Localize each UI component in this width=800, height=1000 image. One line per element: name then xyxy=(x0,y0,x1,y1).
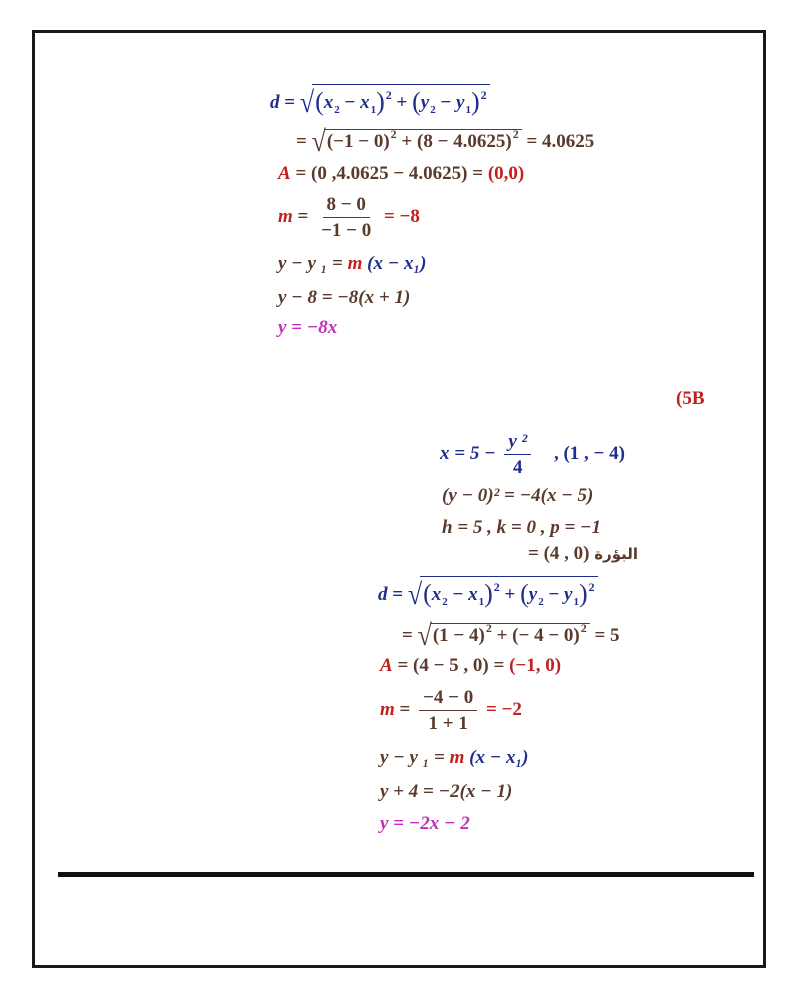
s2-substitution: y + 4 = −2(x − 1) xyxy=(380,781,513,802)
section-label-5B: (5B xyxy=(676,388,705,409)
s2-distance-formula: $d = √(x_2 - x_1)^2 + (y_2 - y_1)^2$ xyxy=(378,576,598,605)
s1-slope: m = $\frac{8 - 0}{-1 - 0}$ = −8 xyxy=(278,194,420,241)
s1-substitution: y − 8 = −8(x + 1) xyxy=(278,287,411,308)
s1-distance-formula: $d = √(x_2 - x_1)^2 + (y_2 - y_1)^2$ xyxy=(270,84,490,113)
s1-final-answer: y = −8x xyxy=(278,317,338,338)
s2-focus: = (4 , 0) البؤرة xyxy=(528,543,639,564)
s2-point-slope-form: y − y ₁ = m (x − x₁) xyxy=(380,747,529,768)
s2-point-A: A = (4 − 5 , 0) = (−1, 0) xyxy=(380,655,562,676)
s2-standard-form: (y − 0)² = −4(x − 5) xyxy=(442,485,594,506)
s2-distance-value: = $√(1 - 4)^2$ + (− 4 − 0)$^2$ = 5 xyxy=(402,618,620,653)
s1-point-slope-form: y − y ₁ = m (x − x₁) xyxy=(278,253,427,274)
s2-final-answer: y = −2x − 2 xyxy=(380,813,470,834)
s1-distance-value: = $√(-1 - 0)^2 + (8 - 4.0625)^2 = 4.0625$ xyxy=(296,124,595,159)
s1-point-A: A = (0 ,4.0625 − 4.0625) = (0,0) xyxy=(278,163,525,184)
s2-slope: m = $\frac{-4 - 0}{1 + 1}$ = −2 xyxy=(380,687,522,734)
bottom-divider xyxy=(58,872,754,877)
s2-parabola-equation: x = 5 − $\frac{\text{y ²}}{4}$ , (1 , − 4) xyxy=(440,431,625,478)
s2-parameters: h = 5 , k = 0 , p = −1 xyxy=(442,517,602,538)
